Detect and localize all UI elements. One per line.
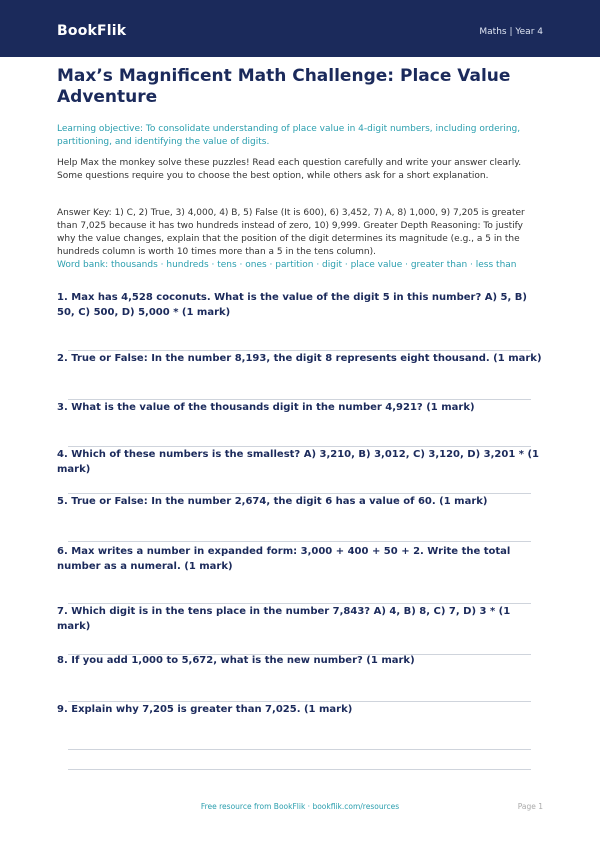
question-8: 8. If you add 1,000 to 5,672, what is the new number? (1 mark) (57, 655, 415, 666)
brand-logo: BookFlik (57, 23, 127, 39)
question-3: 3. What is the value of the thousands digit in the number 4,921? (1 mark) (57, 402, 475, 413)
question-1: 1. Max has 4,528 coconuts. What is the value of the digit 5 in this number? A) 5, B) 50, C) 500, D) 5,000 * (1 mark) (57, 292, 527, 318)
question-4: 4. Which of these numbers is the smallest? A) 3,210, B) 3,012, C) 3,120, D) 3,201 * (1 mark) (57, 449, 539, 475)
question-6: 6. Max writes a number in expanded form: 3,000 + 400 + 50 + 2. Write the total number as a numeral. (1 mark) (57, 546, 511, 572)
answer-line[interactable] (68, 769, 531, 770)
question-7: 7. Which digit is in the tens place in the number 7,843? A) 4, B) 8, C) 7, D) 3 * (1 mark) (57, 606, 511, 632)
question-2: 2. True or False: In the number 8,193, the digit 8 represents eight thousand. (1 mark) (57, 353, 542, 364)
page-header (0, 0, 600, 57)
learning-objective: Learning objective: To consolidate understanding of place value in 4-digit numbers, including ordering, partitioning, and identifying the value of digits. (57, 124, 521, 147)
page-number: Page 1 (517, 802, 543, 811)
footer-link[interactable]: Free resource from BookFlik · bookflik.com/resources (200, 802, 400, 811)
question-9: 9. Explain why 7,205 is greater than 7,025. (1 mark) (57, 704, 353, 715)
question-5: 5. True or False: In the number 2,674, the digit 6 has a value of 60. (1 mark) (57, 496, 488, 507)
answer-line[interactable] (68, 541, 531, 542)
intro-text: Help Max the monkey solve these puzzles! Read each question carefully and write your answer clearly. Some questions require you to choose the best option, while others ask for a short explanation. (57, 158, 522, 181)
subject-year-label: Maths | Year 4 (479, 27, 543, 37)
worksheet-title: Max’s Magnificent Math Challenge: Place Value Adventure (57, 66, 511, 107)
answer-key: Answer Key: 1) C, 2) True, 3) 4,000, 4) B, 5) False (It is 600), 6) 3,452, 7) A, 8) 1,000, 9) 7,205 is greater than 7,025 because it has two hundreds instead of zero, 10) 9,999. Greater Depth Reasoning: To justify why the value changes, explain that the position of the digit determines its magnitude (e.g., a 5 in the hundreds column is worth 10 times more than a 5 in the tens column). (57, 208, 525, 257)
word-bank: Word bank: thousands · hundreds · tens · ones · partition · digit · place value · greater than · less than (57, 260, 517, 270)
answer-line[interactable] (68, 749, 531, 750)
